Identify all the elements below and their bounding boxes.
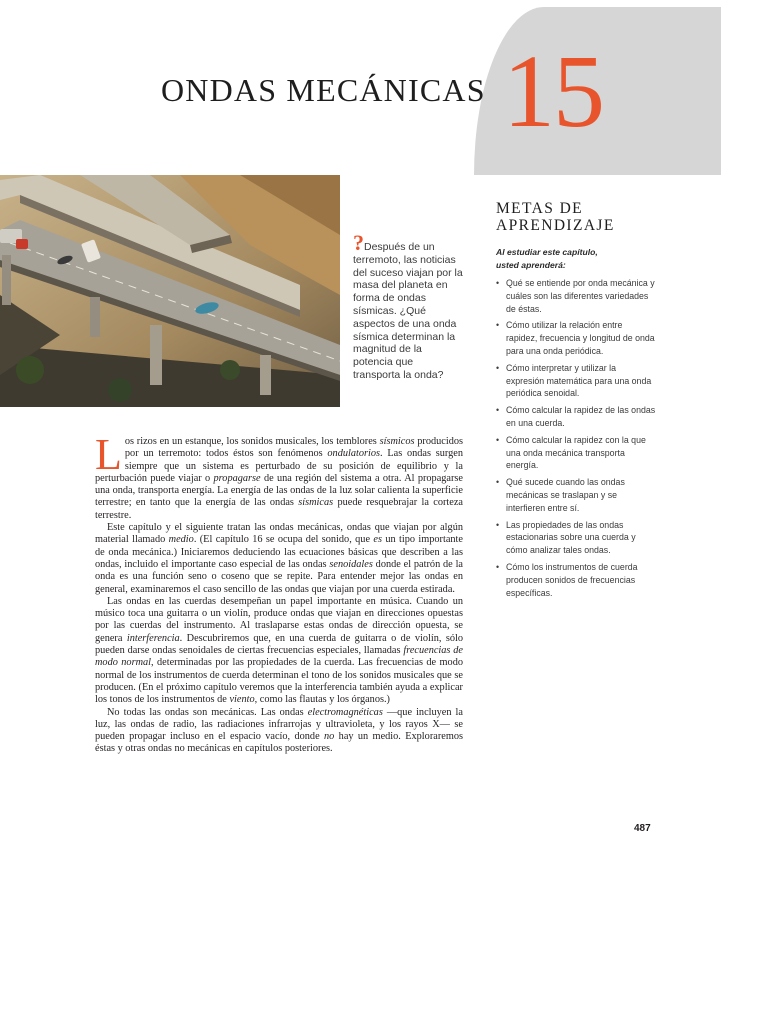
goal-text: Cómo interpretar y utilizar la expresión matemática para una onda periódica senoidal. bbox=[506, 362, 652, 399]
goals-heading: METAS DE APRENDIZAJE bbox=[496, 200, 615, 234]
bullet-icon: • bbox=[496, 320, 500, 331]
emphasis: es bbox=[373, 534, 382, 546]
emphasis: medio bbox=[168, 534, 194, 546]
chapter-number: 15 bbox=[503, 34, 603, 149]
body-text bbox=[95, 430, 464, 756]
text-run: . Las ondas surgen siempre que un sistema es perturbado de su posición de equilibrio y la perturbación puede viajar o bbox=[95, 448, 464, 484]
bullet-icon: • bbox=[496, 362, 500, 373]
goals-list-item bbox=[496, 519, 656, 557]
goal-text: Qué se entiende por onda mecánica y cuáles son las diferentes variedades de éstas. bbox=[506, 278, 655, 314]
goal-text: Cómo utilizar la relación entre rapidez, frecuencia y longitud de onda para una onda periódica. bbox=[506, 320, 655, 356]
bullet-icon: • bbox=[496, 561, 500, 572]
text-run: . (El capítulo 16 se ocupa del sonido, que bbox=[193, 534, 374, 546]
text-run: Este capítulo y el siguiente tratan las ondas mecánicas, ondas que viajan por algún material llamado bbox=[95, 522, 463, 546]
paragraph-3 bbox=[95, 596, 463, 707]
emphasis: ondulatorios bbox=[327, 448, 381, 460]
emphasis: sísmicas bbox=[298, 497, 334, 509]
goals-list-item bbox=[496, 362, 656, 400]
text-run: donde el patrón de la onda es una función seno o coseno que se repite. Para entender mejor las ondas en general, examinaremos el caso sencillo de las ondas que viajan por una cuerda estirada. bbox=[95, 558, 463, 595]
text-run: hay un medio. Exploraremos éstas y otras ondas no mecánicas en capítulos posteriores. bbox=[95, 731, 463, 755]
earthquake-photo bbox=[0, 175, 340, 407]
caption-text: Después de un terremoto, las noticias del suceso viajan por la masa del planeta en forma de ondas sísmicas. ¿Qué aspectos de una onda sísmica determinan la magnitud de la potencia que transporta la onda? bbox=[353, 241, 463, 381]
text-run: —que incluyen la luz, las ondas de radio, las radiaciones infrarrojas y ultravioleta, y los rayos X— se pueden propagar incluso en el espacio vacío, donde bbox=[95, 706, 463, 743]
emphasis: frecuencias de modo normal bbox=[95, 645, 463, 669]
text-run: puede resquebrajar la corteza terrestre. bbox=[95, 497, 463, 521]
question-mark-icon: ? bbox=[353, 230, 364, 255]
emphasis: electromagnéticas bbox=[307, 706, 383, 718]
text-run: un tipo importante de onda mecánica.) Iniciaremos deduciendo las ecuaciones básicas que describen a las ondas, incluido el importante caso especial de las ondas bbox=[95, 534, 463, 570]
goals-list-item bbox=[496, 404, 656, 430]
emphasis: no bbox=[324, 731, 335, 743]
page-number: 487 bbox=[634, 823, 651, 834]
bullet-icon: • bbox=[496, 519, 500, 530]
goals-intro-line1: Al estudiar este capítulo, bbox=[496, 247, 598, 257]
goals-intro-line2: usted aprenderá: bbox=[496, 259, 566, 270]
text-run: de una región del sistema a otra. Al propagarse una onda, transporta energía. La energía de las ondas de la luz solar calienta la superficie terrestre; en tanto que la energía de las ondas bbox=[95, 472, 463, 509]
paragraph-4 bbox=[95, 707, 463, 756]
text-run: os rizos en un estanque, los sonidos musicales, los temblores bbox=[124, 436, 380, 447]
bullet-icon: • bbox=[496, 278, 500, 288]
text-run: producidos por un terremoto: todos éstos son fenómenos bbox=[124, 436, 464, 460]
goals-intro bbox=[496, 246, 656, 271]
text-run: , como las flautas y los órganos.) bbox=[254, 694, 390, 706]
emphasis: propagarse bbox=[213, 472, 261, 484]
paragraph-2 bbox=[95, 522, 463, 596]
goals-list-item bbox=[496, 476, 656, 514]
bullet-icon: • bbox=[496, 434, 500, 445]
goal-text: Cómo los instrumentos de cuerda producen sonidos de frecuencias específicas. bbox=[506, 561, 638, 598]
goal-text: Qué sucede cuando las ondas mecánicas se traslapan y se interfieren entre sí. bbox=[506, 477, 625, 513]
emphasis: interferencia bbox=[126, 632, 180, 644]
emphasis: viento bbox=[229, 694, 255, 706]
goals-list-item bbox=[496, 561, 656, 599]
goal-text: Las propiedades de las ondas estacionarias sobre una cuerda y cómo analizar tales ondas. bbox=[506, 519, 636, 556]
emphasis: senoidales bbox=[329, 558, 373, 570]
bullet-icon: • bbox=[496, 477, 500, 488]
goals-list bbox=[496, 277, 656, 599]
goals-list-item bbox=[496, 434, 656, 472]
text-run: , determinadas por las propiedades de la cuerda. Las frecuencias de modo normal de los instrumentos de cuerda determinan el tono de los sonidos musicales que se producen. (En el próximo capítulo veremos que la interferencia también ayuda a explicar los tonos de los instrumentos de bbox=[95, 657, 463, 706]
emphasis: sísmicos bbox=[379, 436, 415, 447]
text-run: . Descubriremos que, en una cuerda de guitarra o de violín, sólo pueden darse ondas senoidales de ciertas frecuencias especiales, llamadas bbox=[95, 632, 463, 657]
text-run: No todas las ondas son mecánicas. Las ondas bbox=[107, 706, 308, 718]
goal-text: Cómo calcular la rapidez con la que una onda mecánica transporta energía. bbox=[506, 434, 646, 471]
drop-cap: L bbox=[95, 430, 122, 479]
bullet-icon: • bbox=[496, 405, 500, 416]
goals-list-item bbox=[496, 277, 656, 315]
goals-list-item bbox=[496, 319, 656, 357]
overpass-illustration bbox=[0, 175, 340, 407]
chapter-title: ONDAS MECÁNICAS bbox=[161, 72, 486, 108]
photo-caption bbox=[353, 230, 463, 382]
goal-text: Cómo calcular la rapidez de las ondas en una cuerda. bbox=[506, 405, 656, 428]
learning-goals bbox=[496, 200, 656, 603]
text-run: Las ondas en las cuerdas desempeñan un papel importante en música. Cuando un músico toca una guitarra o un violín, produce ondas que viajan en direcciones opuestas por las cuerdas del instrumento. Al traslaparse estas ondas de dirección opuesta, se genera bbox=[95, 595, 463, 644]
paragraph-1 bbox=[95, 430, 464, 522]
